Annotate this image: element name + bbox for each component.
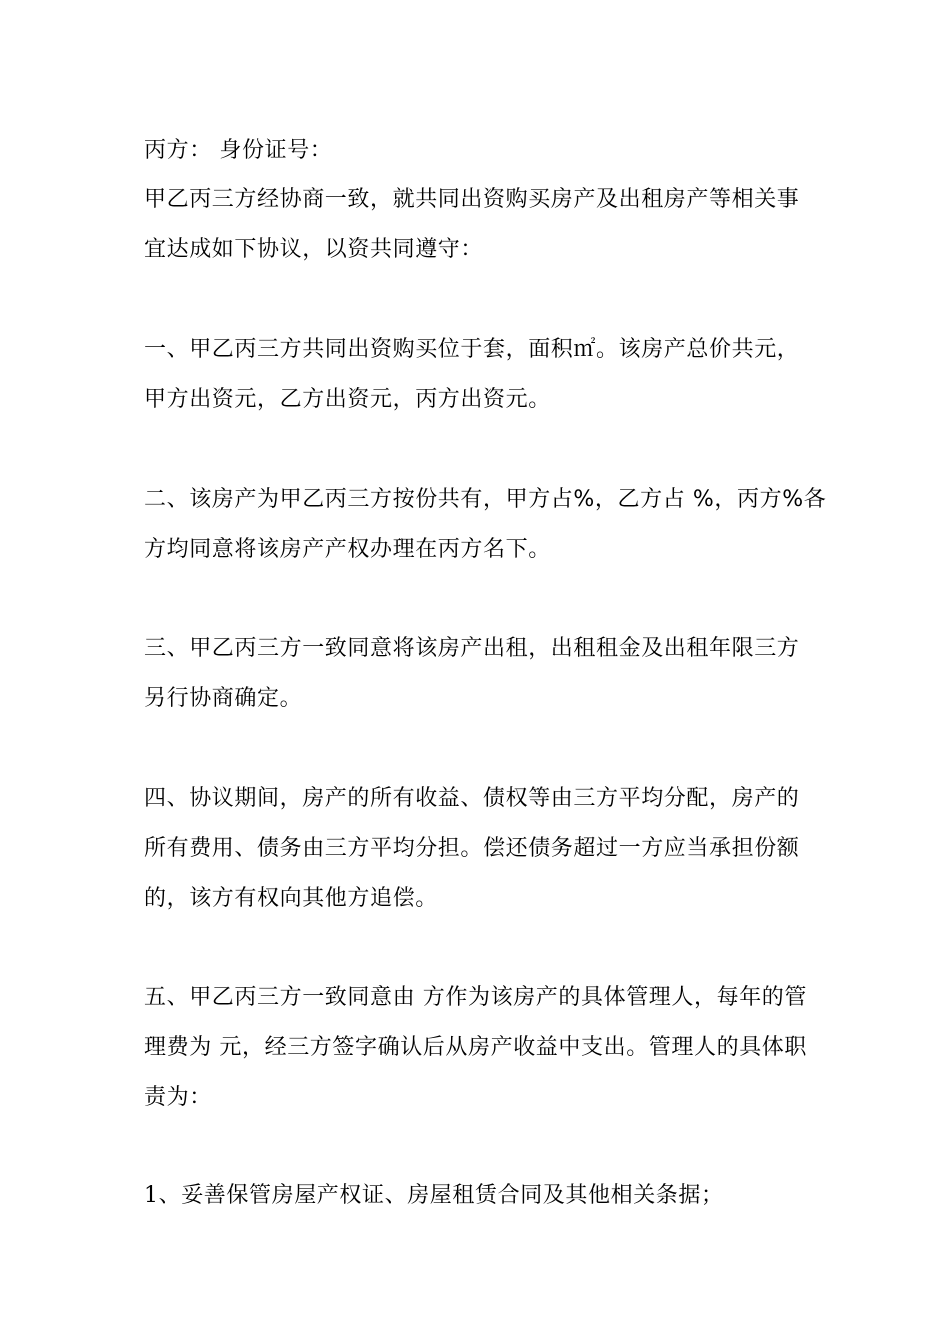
duty-item-1: 1、妥善保管房屋产权证、房屋租赁合同及其他相关条据； bbox=[144, 1183, 724, 1208]
clause-3-line-2: 另行协商确定。 bbox=[144, 686, 303, 711]
clause-4-line-3: 的，该方有权向其他方追偿。 bbox=[144, 886, 438, 911]
clause-5-line-3: 责为： bbox=[144, 1085, 212, 1110]
intro-line-1: 甲乙丙三方经协商一致，就共同出资购买房产及出租房产等相关事 bbox=[144, 187, 800, 212]
clause-1-line-1: 一、甲乙丙三方共同出资购买位于套，面积㎡。该房产总价共元， bbox=[144, 337, 800, 362]
clause-5-line-2: 理费为 元，经三方签字确认后从房产收益中支出。管理人的具体职 bbox=[144, 1035, 807, 1060]
clause-4-line-2: 所有费用、债务由三方平均分担。偿还债务超过一方应当承担份额 bbox=[144, 836, 800, 861]
clause-4-line-1: 四、协议期间，房产的所有收益、债权等由三方平均分配，房产的 bbox=[144, 786, 800, 811]
intro-line-2: 宜达成如下协议，以资共同遵守： bbox=[144, 237, 484, 262]
clause-2-line-1: 二、该房产为甲乙丙三方按份共有，甲方占%，乙方占 %，丙方%各 bbox=[144, 487, 827, 512]
clause-1-line-2: 甲方出资元，乙方出资元，丙方出资元。 bbox=[144, 387, 551, 412]
party-c-line: 丙方： 身份证号： bbox=[144, 138, 333, 163]
clause-3-line-1: 三、甲乙丙三方一致同意将该房产出租，出租租金及出租年限三方 bbox=[144, 636, 800, 661]
clause-5-line-1: 五、甲乙丙三方一致同意由 方作为该房产的具体管理人，每年的管 bbox=[144, 985, 807, 1010]
clause-2-line-2: 方均同意将该房产产权办理在丙方名下。 bbox=[144, 537, 551, 562]
